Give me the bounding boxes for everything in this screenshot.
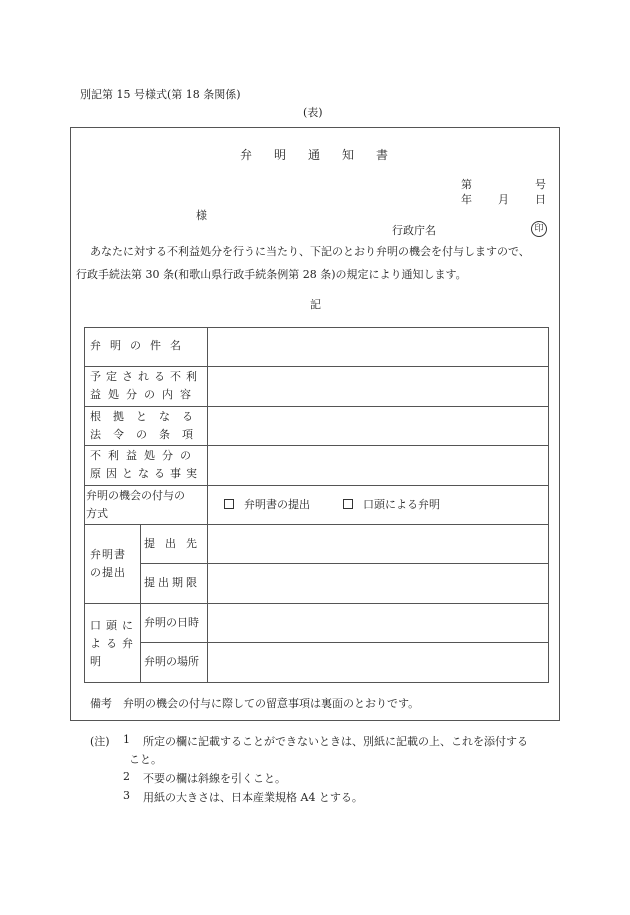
group-oral-line2: よる弁 [90,637,138,650]
note-3-number: 3 [123,789,130,802]
row-planned-disposition-line2: 益処分の内容 [90,388,198,401]
row-divider [84,603,549,604]
ki-label: 記 [310,298,321,311]
row-legal-basis-line1: 根拠となる [90,410,205,423]
group-written-line1: 弁明書 [90,548,126,561]
remark-text: 備考 弁明の機会の付与に際しての留意事項は裏面のとおりです。 [90,697,420,710]
row-cause-facts-line2: 原因となる事実 [90,467,202,480]
day-label: 日 [535,193,546,206]
row-planned-disposition-line1: 予定される不利 [90,370,202,383]
number-suffix: 号 [535,178,546,191]
notice-body-line2: 行政手続法第 30 条(和歌山県行政手続条例第 28 条)の規定により通知します。 [76,268,467,281]
note-2-text: 不要の欄は斜線を引くこと。 [143,772,286,785]
row-divider [84,366,549,367]
note-2-number: 2 [123,770,130,783]
row-method-line2: 方式 [86,507,108,520]
row-divider [140,642,549,643]
subrow-statement-datetime: 弁明の日時 [144,616,199,629]
option-written-statement-label: 弁明書の提出 [244,498,310,511]
group-oral-line3: 明 [90,655,101,668]
row-case-name: 弁明の件名 [90,339,190,352]
option-oral-statement[interactable] [343,496,440,514]
checkbox-written-statement[interactable] [224,499,234,509]
row-divider [84,524,549,525]
group-written-line2: の提出 [90,566,126,579]
option-written-statement[interactable] [224,496,310,514]
subrow-statement-place: 弁明の場所 [144,655,199,668]
subrow-submission-deadline: 提出期限 [144,576,200,589]
row-divider [140,563,549,564]
column-divider [207,327,208,683]
seal-mark: 印 [531,221,547,237]
year-label: 年 [461,193,472,206]
option-oral-statement-label: 口頭による弁明 [363,498,440,511]
addressee-suffix: 様 [196,209,207,222]
note-3-text: 用紙の大きさは、日本産業規格 A4 とする。 [143,791,363,804]
row-cause-facts-line1: 不利益処分の [90,449,198,462]
row-divider [84,445,549,446]
notice-title: 弁明通知書 [240,148,411,162]
note-1-line1: 所定の欄に記載することができないときは、別紙に記載の上、これを添付する [143,735,528,748]
note-1-number: 1 [123,733,130,746]
form-label: 別記第 15 号様式(第 18 条関係) [80,88,241,101]
notice-body-line1: あなたに対する不利益処分を行うに当たり、下記のとおり弁明の機会を付与しますので、 [90,245,530,258]
number-prefix: 第 [461,178,472,191]
row-legal-basis-line2: 法令の条項 [90,428,205,441]
side-label: (表) [303,106,323,119]
group-oral-line1: 口頭に [90,619,138,632]
checkbox-oral-statement[interactable] [343,499,353,509]
row-divider [84,485,549,486]
subrow-submission-destination: 提出先 [144,537,207,550]
row-divider [84,406,549,407]
month-label: 月 [498,193,509,206]
row-method-line1: 弁明の機会の付与の [86,489,185,502]
notes-label: (注) [90,735,110,748]
note-1-line2: こと。 [129,753,162,766]
agency-name-label: 行政庁名 [392,224,436,237]
column-divider [140,524,141,683]
